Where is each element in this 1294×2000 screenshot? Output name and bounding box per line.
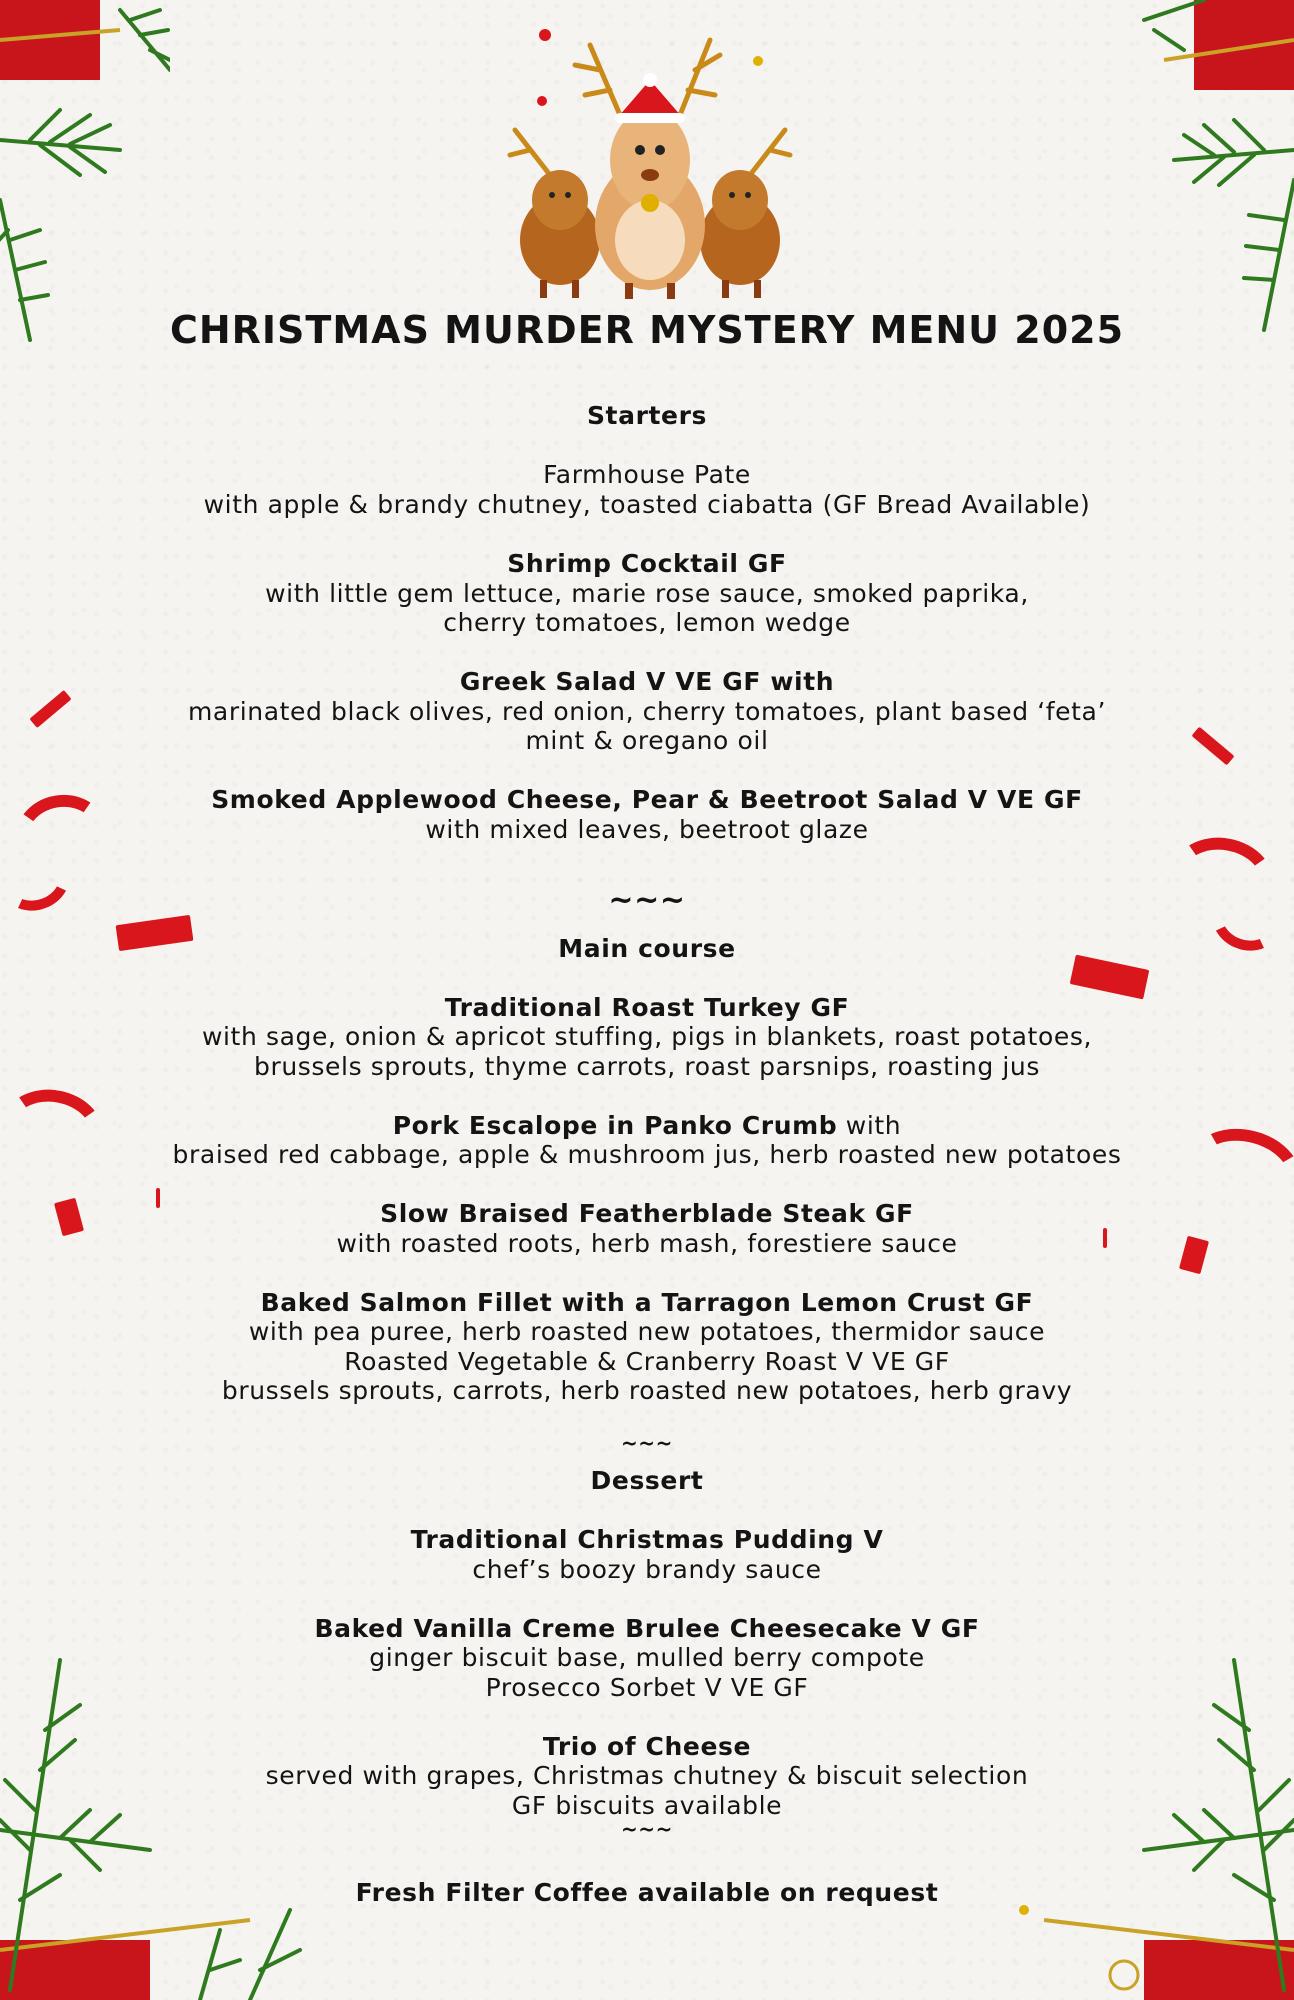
menu-item-name: Prosecco Sorbet V VE GF (485, 1673, 809, 1702)
reindeer-group-illustration (500, 25, 800, 300)
menu-item-name-line (0, 1111, 1294, 1141)
page-title: CHRISTMAS MURDER MYSTERY MENU 2025 (169, 308, 1125, 352)
menu-item-desc: chef’s boozy brandy sauce (472, 1555, 822, 1584)
section-heading-main: Main course (558, 934, 736, 963)
menu-item-name: Shrimp Cocktail GF (507, 549, 787, 578)
menu-item-name: Traditional Christmas Pudding V (410, 1525, 884, 1554)
menu-item-name: Traditional Roast Turkey GF (444, 993, 850, 1022)
menu-item-desc: GF biscuits available (511, 1791, 783, 1820)
menu-item-desc: with roasted roots, herb mash, forestiere sauce (336, 1229, 958, 1258)
menu-item-name: Pork Escalope in Panko Crumb (392, 1111, 838, 1140)
menu-item-desc: with apple & brandy chutney, toasted ciabatta (GF Bread Available) (203, 490, 1091, 519)
menu-item-name: Trio of Cheese (542, 1732, 752, 1761)
menu-item-name: Slow Braised Featherblade Steak GF (380, 1199, 914, 1228)
section-divider: ~~~ (620, 1431, 674, 1455)
menu-item-desc: mint & oregano oil (525, 726, 769, 755)
menu-item-desc: with little gem lettuce, marie rose sauce, smoked paprika, (265, 579, 1029, 608)
menu-item-name: Roasted Vegetable & Cranberry Roast V VE GF (344, 1347, 950, 1376)
pine-branch-top-right-icon (1124, 0, 1294, 350)
section-heading-starters: Starters (586, 401, 708, 430)
footer-note: Fresh Filter Coffee available on request (355, 1878, 939, 1907)
menu-item-desc: brussels sprouts, carrots, herb roasted new potatoes, herb gravy (221, 1376, 1073, 1405)
menu-item-desc: with pea puree, herb roasted new potatoes, thermidor sauce (248, 1317, 1046, 1346)
section-divider: ~~~ (608, 883, 686, 918)
menu-item-name: Baked Salmon Fillet with a Tarragon Lemon Crust GF (260, 1288, 1034, 1317)
menu-item-desc: with mixed leaves, beetroot glaze (425, 815, 869, 844)
menu-item-desc: marinated black olives, red onion, cherry tomatoes, plant based ‘feta’ (187, 697, 1107, 726)
menu-item-desc: cherry tomatoes, lemon wedge (443, 608, 851, 637)
section-heading-dessert: Dessert (590, 1466, 704, 1495)
pine-branch-top-left-icon (0, 0, 170, 350)
menu-item-desc: with sage, onion & apricot stuffing, pigs in blankets, roast potatoes, (201, 1022, 1093, 1051)
menu-item-name: Greek Salad V VE GF with (459, 667, 835, 696)
menu-item-name: Smoked Applewood Cheese, Pear & Beetroot Salad V VE GF (211, 785, 1083, 814)
menu-item-desc: served with grapes, Christmas chutney & biscuit selection (265, 1761, 1029, 1790)
menu-item-desc: brussels sprouts, thyme carrots, roast parsnips, roasting jus (254, 1052, 1040, 1081)
menu-item-name: Farmhouse Pate (543, 460, 751, 489)
menu-item-name-suffix: with (837, 1111, 902, 1140)
menu-item-desc: ginger biscuit base, mulled berry compote (369, 1643, 925, 1672)
section-divider: ~~~ (620, 1817, 674, 1841)
menu-item-desc: braised red cabbage, apple & mushroom jus, herb roasted new potatoes (172, 1140, 1122, 1169)
menu-item-name: Baked Vanilla Creme Brulee Cheesecake V GF (314, 1614, 980, 1643)
